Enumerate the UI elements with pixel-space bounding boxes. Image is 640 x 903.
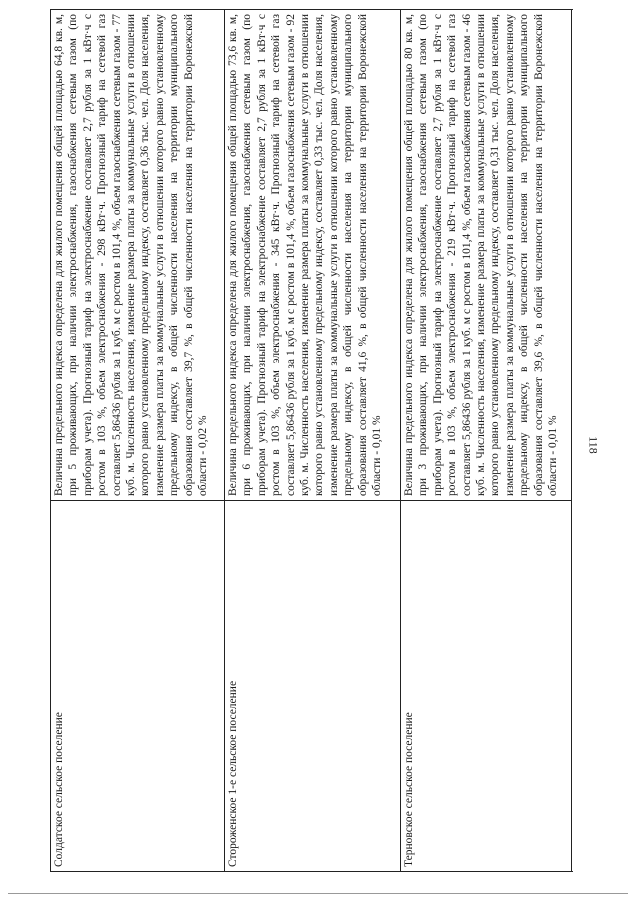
settlement-name-cell: Терновское сельское поселение <box>401 500 571 871</box>
page-bottom-rule <box>8 893 628 894</box>
document-table-area <box>50 9 573 872</box>
table-row <box>51 10 225 871</box>
table-row <box>225 10 401 871</box>
page-number: 118 <box>586 436 601 454</box>
index-description-cell: Величина предельного индекса определена для жилого помещения общей площадью 64,8 кв. м, при 5 проживающих, при наличии электроснабжения, газоснабжения сетевым газом (по приборам учета). Прогнозный тариф на электроснабжение составляет 2,7 рубля за 1 кВт·ч с ростом в 103 %, объем электроснабжения - 298 кВт·ч. Прогнозный тариф на сетевой газ составляет 5,86436 рубля за 1 куб. м с ростом в 101,4 %, объем газоснабжения сетевым газом - 77 куб. м. Численность населения, изменение размера платы за коммунальные услуги в отношении которого равно установленному предельному индексу, составляет 0,36 тыс. чел. Доля населения, изменение размера платы за коммунальные услуги в отношении которого равно установленному предельному индексу, в общей численности населения на территории муниципального образования составляет 39,7 %, в общей численности населения на территории Воронежской области - 0,02 % <box>53 14 210 496</box>
settlement-name-cell: Стороженское 1-е сельское поселение <box>225 500 400 871</box>
table-row <box>401 10 572 871</box>
settlements-table <box>50 9 573 872</box>
index-description-cell: Величина предельного индекса определена для жилого помещения общей площадью 80 кв. м, при 3 проживающих, при наличии электроснабжения, газоснабжения сетевым газом (по приборам учета). Прогнозный тариф на электроснабжение составляет 2,7 рубля за 1 кВт·ч с ростом в 103 %, объем электроснабжения - 219 кВт·ч. Прогнозный тариф на сетевой газ составляет 5,86436 рубля за 1 куб. м с ростом в 101,4 %, объем газоснабжения сетевым газом - 46 куб. м. Численность населения, изменение размера платы за коммунальные услуги в отношении которого равно установленному предельному индексу, составляет 0,31 тыс. чел. Доля населения, изменение размера платы за коммунальные услуги в отношении которого равно установленному предельному индексу, в общей численности населения на территории муниципального образования составляет 39,6 %, в общей численности населения на территории Воронежской области - 0,01 % <box>403 14 560 496</box>
index-description-cell: Величина предельного индекса определена для жилого помещения общей площадью 73,6 кв. м, при 6 проживающих, при наличии электроснабжения, газоснабжения сетевым газом (по приборам учета). Прогнозный тариф на электроснабжение составляет 2,7 рубля за 1 кВт·ч с ростом в 103 %, объем электроснабжения - 345 кВт·ч. Прогнозный тариф на сетевой газ составляет 5,86436 рубля за 1 куб. м с ростом в 101,4 %, объем газоснабжения сетевым газом - 92 куб. м. Численность населения, изменение размера платы за коммунальные услуги в отношении которого равно установленному предельному индексу, составляет 0,33 тыс. чел. Доля населения, изменение размера платы за коммунальные услуги в отношении которого равно установленному предельному индексу, в общей численности населения на территории муниципального образования составляет 41,6 %, в общей численности населения на территории Воронежской области - 0,01 % <box>227 14 384 496</box>
settlement-name-cell: Солдатское сельское поселение <box>51 500 224 871</box>
